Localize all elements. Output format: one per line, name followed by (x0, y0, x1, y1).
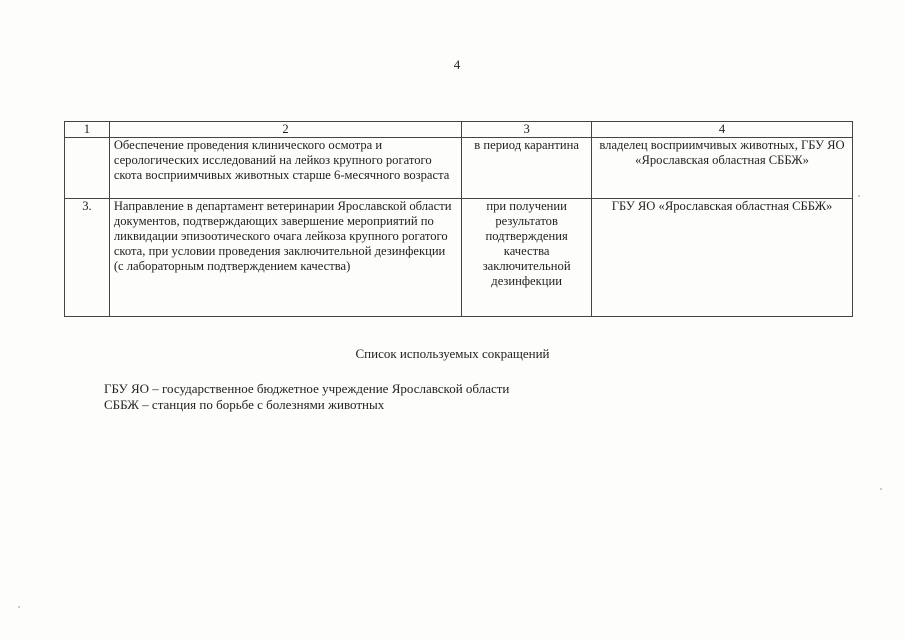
row-action: Обеспечение проведения клинического осмотра и серологических исследований на лейкоз крупного рогатого скота восприимчивых животных старше 6-месячного возраста (109, 138, 461, 199)
header-col-2: 2 (109, 122, 461, 138)
row-number: 3. (65, 199, 110, 317)
table-row (65, 138, 853, 199)
row-period: при получении результатов подтверждения качества заключительной дезинфекции (462, 199, 592, 317)
header-col-1: 1 (65, 122, 110, 138)
page-number: 4 (453, 57, 461, 72)
table-row (65, 199, 853, 317)
table-header-row (65, 122, 853, 138)
header-col-3: 3 (462, 122, 592, 138)
scan-speck (880, 488, 882, 490)
abbreviation-item: ГБУ ЯО – государственное бюджетное учреждение Ярославской области (104, 381, 510, 396)
row-responsible: ГБУ ЯО «Ярославская областная СББЖ» (592, 199, 853, 317)
row-number (65, 138, 110, 199)
row-action: Направление в департамент ветеринарии Ярославской области документов, подтверждающих завершение мероприятий по ликвидации эпизоотического очага лейкоза крупного рогатого скота, при условии проведения заключительной дезинфекции (с лабораторным подтверждением качества) (109, 199, 461, 317)
row-responsible: владелец восприимчивых животных, ГБУ ЯО «Ярославская областная СББЖ» (592, 138, 853, 199)
header-col-4: 4 (592, 122, 853, 138)
scan-speck (858, 195, 860, 197)
abbreviations-list (104, 381, 509, 413)
abbreviations-title: Список используемых сокращений (355, 346, 550, 361)
scan-speck (18, 606, 20, 608)
measures-table (64, 121, 853, 317)
abbreviation-item: СББЖ – станция по борьбе с болезнями животных (104, 397, 385, 412)
row-period: в период карантина (462, 138, 592, 199)
